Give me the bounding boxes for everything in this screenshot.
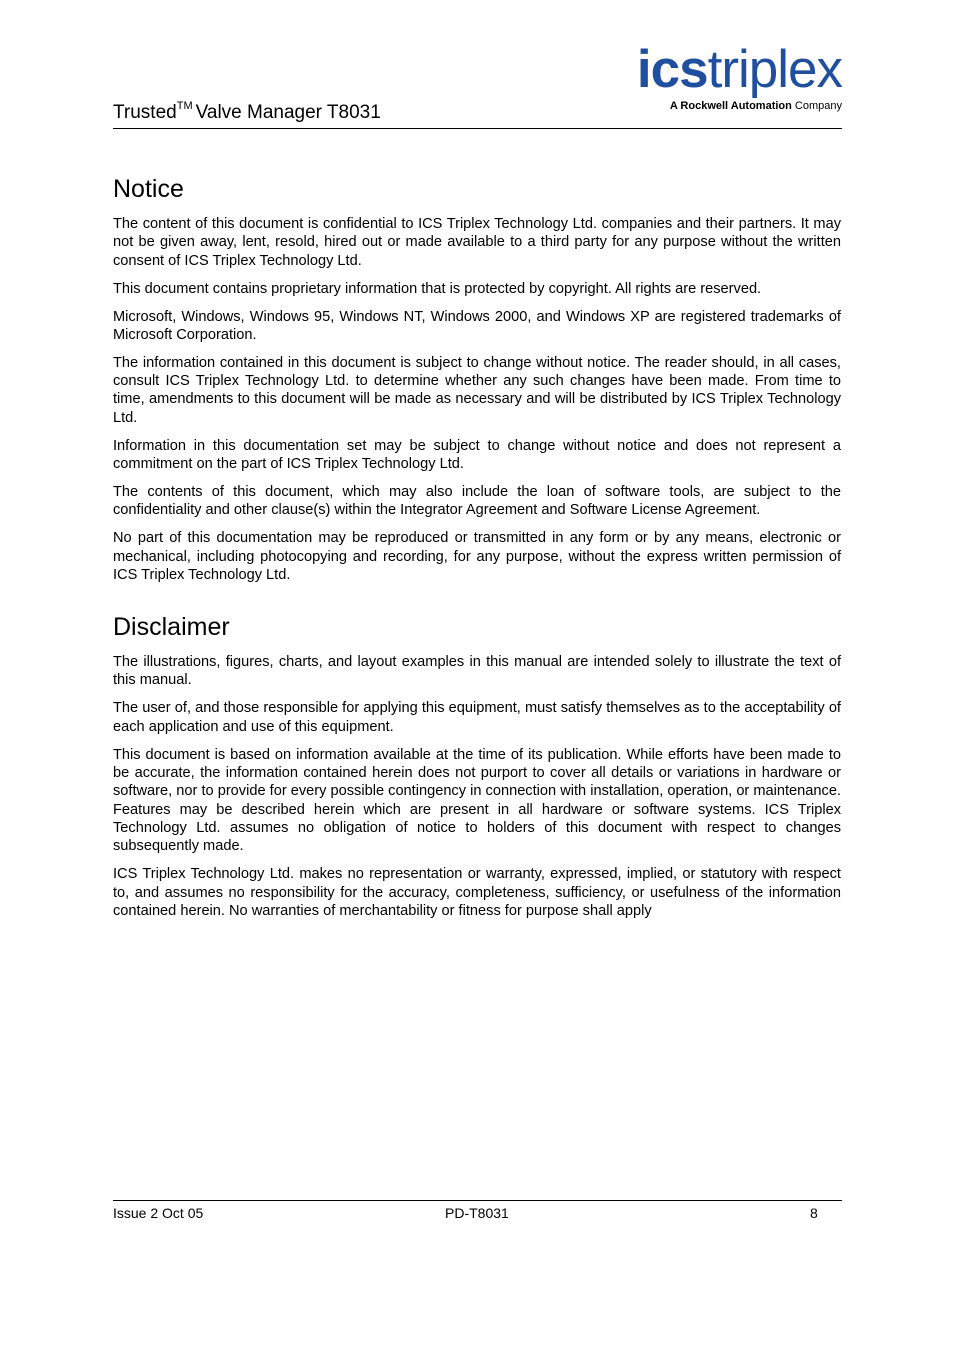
logo-tagline xyxy=(610,100,842,112)
page-footer xyxy=(113,1200,842,1221)
disclaimer-paragraph: The user of, and those responsible for applying this equipment, must satisfy themselves as to the acceptability of each application and use of this equipment. xyxy=(113,700,841,735)
disclaimer-paragraph: This document is based on information available at the time of its publication. While efforts have been made to be accurate, the information contained herein does not purport to cover all details or variations in hardware or software, nor to provide for every possible contingency in connection with installation, operation, or maintenance. Features may be described herein which are present in all hardware or software systems. ICS Triplex Technology Ltd. assumes no obligation of notice to holders of this document with respect to changes subsequently made. xyxy=(113,746,841,855)
disclaimer-paragraph: The illustrations, figures, charts, and layout examples in this manual are intended solely to illustrate the text of this manual. xyxy=(113,654,841,689)
notice-paragraph: Information in this documentation set may be subject to change without notice and does not represent a commitment on the part of ICS Triplex Technology Ltd. xyxy=(113,437,841,473)
page-header xyxy=(113,40,842,129)
footer-page-number: 8 xyxy=(810,1205,818,1221)
logo-wordmark xyxy=(610,42,842,98)
notice-paragraph: The contents of this document, which may also include the loan of software tools, are subject to the confidentiality and other clause(s) within the Integrator Agreement and Software License Agreement. xyxy=(113,484,841,519)
notice-heading: Notice xyxy=(113,175,184,203)
notice-paragraph: The information contained in this document is subject to change without notice. The reader should, in all cases, consult ICS Triplex Technology Ltd. to determine whether any such changes have been made. From time to time, amendments to this document will be made as necessary and will be distributed by ICS Triplex Technology Ltd. xyxy=(113,354,841,426)
title-suffix: Valve Manager T8031 xyxy=(195,102,381,123)
trademark-superscript: TM xyxy=(176,100,193,112)
footer-doc-number: PD-T8031 xyxy=(445,1205,509,1221)
footer-issue: Issue 2 Oct 05 xyxy=(113,1205,204,1221)
page-content xyxy=(113,172,841,930)
document-title xyxy=(113,100,381,124)
logo-tagline-rest: Company xyxy=(794,100,842,112)
notice-paragraph: No part of this documentation may be reproduced or transmitted in any form or by any means, electronic or mechanical, including photocopying and recording, for any purpose, without the express written permission of ICS Triplex Technology Ltd. xyxy=(113,530,841,583)
disclaimer-heading: Disclaimer xyxy=(113,613,230,642)
logo-tagline-bold: A Rockwell Automation xyxy=(669,100,792,112)
title-prefix: Trusted xyxy=(113,102,177,123)
notice-paragraph: The content of this document is confidential to ICS Triplex Technology Ltd. companies and their partners. It may not be given away, lent, resold, hired out or made available to a third party for any purpose without the written consent of ICS Triplex Technology Ltd. xyxy=(113,216,841,269)
notice-paragraph: This document contains proprietary information that is protected by copyright. All rights are reserved. xyxy=(113,280,762,297)
logo-ics: ics xyxy=(636,40,708,99)
logo-triplex: triplex xyxy=(707,40,842,99)
notice-paragraph: Microsoft, Windows, Windows 95, Windows NT, Windows 2000, and Windows XP are registered trademarks of Microsoft Corporation. xyxy=(113,308,841,343)
disclaimer-paragraph: ICS Triplex Technology Ltd. makes no representation or warranty, expressed, implied, or statutory with respect to, and assumes no responsibility for the accuracy, completeness, sufficiency, or usefulness of the information contained herein. No warranties of merchantability or fitness for purpose shall apply xyxy=(113,866,841,919)
ics-triplex-logo xyxy=(610,42,842,112)
